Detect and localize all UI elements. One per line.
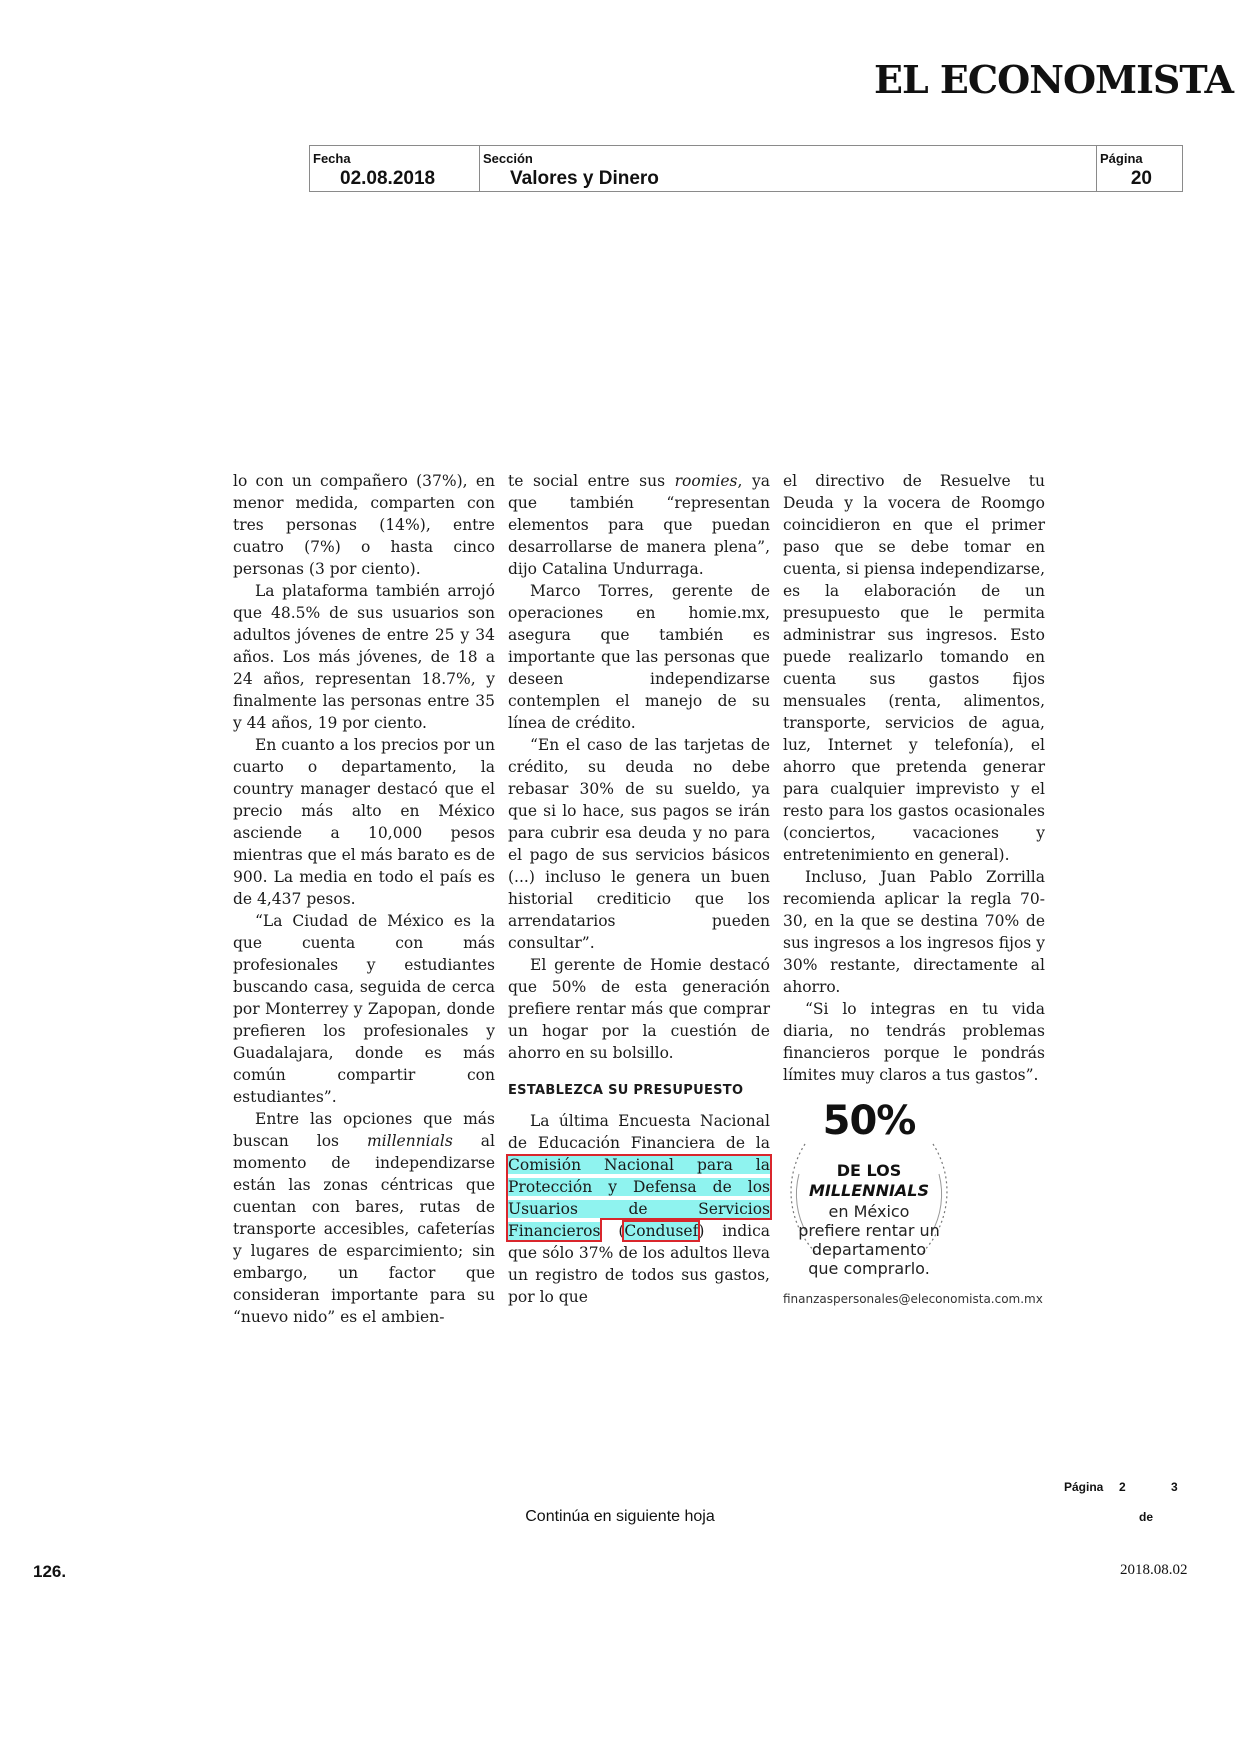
callout-line: departamento [811, 1240, 927, 1259]
text-run: ) indica que sólo 37% de los adultos lleva un registro de todos sus gastos, por lo que [508, 1222, 770, 1306]
text-run: , ya que también “representan elementos para que puedan desarrollarse de manera plena”, dijo Catalina Undurraga. [508, 472, 770, 578]
text-run: Entre las opciones que más buscan los [233, 1110, 495, 1150]
paragraph: “La Ciudad de México es la que cuenta con más profesionales y estudiantes buscando casa, seguida de cerca por Monterrey y Zapopan, donde prefieren los profesionales y Guadalajara, donde es más común compartir con estudiantes”. [233, 912, 495, 1106]
emphasis-text: roomies [674, 472, 738, 490]
paragraph: Incluso, Juan Pablo Zorrilla recomienda aplicar la regla 70-30, en la que se destina 70% de sus ingresos a los ingresos fijos y 30% restante, directamente al ahorro. [783, 868, 1045, 996]
text-run: ( [600, 1222, 625, 1240]
pager-current: 2 [1119, 1480, 1126, 1494]
document-date: 2018.08.02 [1120, 1562, 1188, 1578]
highlighted-entity: Condusef [624, 1222, 699, 1240]
paragraph [508, 1110, 770, 1308]
pager-label: Página [1064, 1480, 1104, 1494]
metadata-table [309, 145, 1183, 192]
highlighted-entity: Comisión Nacional para la Protección y Defensa de los Usuarios de Servicios Financieros [508, 1156, 770, 1240]
text-run: te social entre sus [508, 472, 675, 490]
author-email: finanzaspersonales@eleconomista.com.mx [783, 1292, 1043, 1306]
callout-line: que comprarlo. [808, 1259, 930, 1278]
paragraph: “Si lo integras en tu vida diaria, no tendrás problemas financieros porque le pondrás límites muy claros a tus gastos”. [783, 1000, 1045, 1084]
article-column-3 [783, 470, 1045, 1310]
callout-line: en México [828, 1202, 910, 1221]
paragraph: El gerente de Homie destacó que 50% de esta generación prefiere rentar más que comprar un hogar por la cuestión de ahorro en su bolsillo. [508, 956, 770, 1062]
stat-callout [783, 1098, 955, 1282]
paragraph [233, 1108, 495, 1328]
page-counter [1064, 1480, 1204, 1530]
pager-de: de [1139, 1510, 1154, 1524]
paragraph: el directivo de Resuelve tu Deuda y la vocera de Roomgo coincidieron en que el primer paso que se debe tomar en cuenta, si piensa independizarse, es la elaboración de un presupuesto que le permita administrar sus ingresos. Esto puede realizarlo tomando en cuenta sus gastos fijos mensuales (renta, alimentos, transporte, servicios de agua, luz, Internet y telefonía), el ahorro que pretenda generar para cualquier imprevisto y el resto para los gastos ocasionales (conciertos, vacaciones y entretenimiento en general). [783, 472, 1046, 864]
continued-note: Continúa en siguiente hoja [525, 1508, 715, 1525]
text-run: al momento de independizarse están las zonas céntricas que cuentan con bares, rutas de transporte accesibles, cafeterías y lugares de esparcimiento; sin embargo, un factor que consideran importante para su “nuevo nido” es el ambien- [233, 1132, 495, 1326]
callout-line: DE LOS [836, 1161, 902, 1180]
text-run: La última Encuesta Nacional de Educación Financiera de la [508, 1112, 770, 1152]
pagina-value: 20 [1130, 168, 1152, 189]
paragraph: Marco Torres, gerente de operaciones en homie.mx, asegura que también es importante que las personas que deseen independizarse contemplen el manejo de su línea de crédito. [508, 582, 770, 732]
callout-text [783, 1202, 955, 1278]
callout-line: prefiere rentar un [798, 1221, 940, 1240]
pagina-cell [1097, 146, 1182, 191]
emphasis-text: millennials [366, 1132, 453, 1150]
pager-total: 3 [1171, 1480, 1178, 1494]
pagina-label: Página [1100, 151, 1143, 166]
paragraph: En cuanto a los precios por un cuarto o departamento, la country manager destacó que el precio más alto en México asciende a 10,000 pesos mientras que el más barato es de 900. La media en todo el país es de 4,437 pesos. [233, 736, 495, 908]
seccion-label: Sección [483, 151, 533, 166]
paragraph: “En el caso de las tarjetas de crédito, su deuda no debe rebasar 30% de su sueldo, ya que si lo hace, sus pagos se irán para cubrir esa deuda y no para el pago de sus servicios básicos (...) incluso le genera un buen historial crediticio que los arrendatarios pueden consultar”. [508, 736, 770, 952]
masthead-title: EL ECONOMISTA [874, 56, 1234, 102]
paragraph: La plataforma también arrojó que 48.5% de sus usuarios son adultos jóvenes de entre 25 y 34 años. Los más jóvenes, de 18 a 24 años, representan 18.7%, y finalmente las personas entre 35 y 44 años, 19 por ciento. [233, 582, 495, 732]
section-subheading: ESTABLEZCA SU PRESUPUESTO [508, 1083, 744, 1098]
callout-line: MILLENNIALS [808, 1181, 930, 1200]
fecha-value: 02.08.2018 [340, 168, 436, 189]
article-column-2 [508, 470, 770, 1308]
article-column-1 [233, 470, 495, 1328]
callout-percentage: 50% [822, 1098, 916, 1144]
fecha-cell [310, 146, 480, 191]
paragraph: lo con un compañero (37%), en menor medida, comparten con tres personas (14%), entre cuatro (7%) o hasta cinco personas (3 por ciento). [233, 472, 495, 578]
seccion-cell [480, 146, 1097, 191]
masthead [864, 54, 1234, 104]
paragraph [508, 470, 770, 580]
fecha-label: Fecha [313, 151, 351, 166]
seccion-value: Valores y Dinero [510, 168, 659, 189]
article-body [233, 470, 1053, 1326]
document-number: 126. [33, 1562, 67, 1581]
